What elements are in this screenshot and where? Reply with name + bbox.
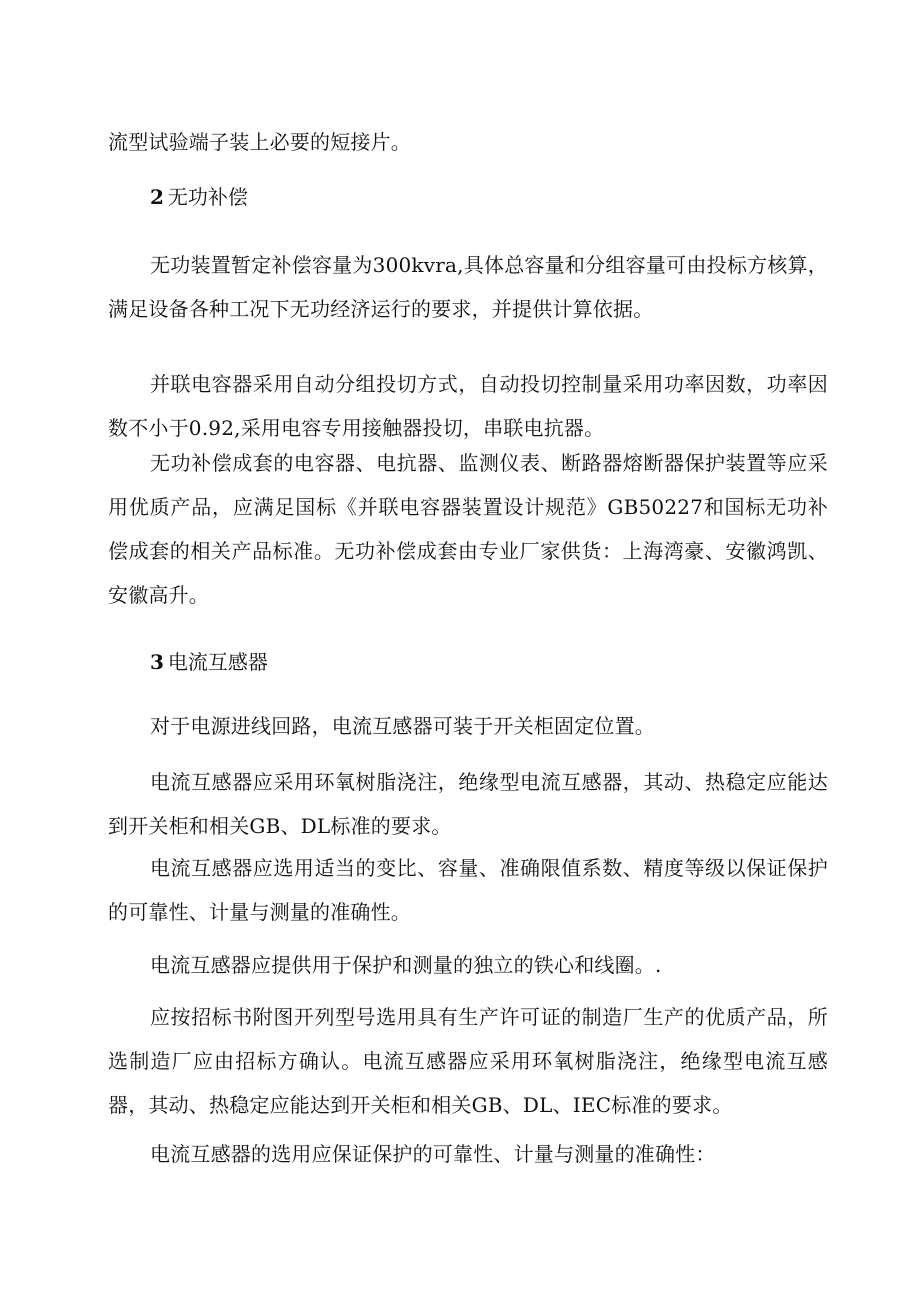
paragraph-reactive-capacity: 无功装置暂定补偿容量为300kvra,具体总容量和分组容量可由投标方核算，满足设备各种工况下无功经济运行的要求，并提供计算依据。: [108, 253, 828, 321]
paragraph-compensation-equipment: 无功补偿成套的电容器、电抗器、监测仪表、断路器熔断器保护装置等应采用优质产品，应满足国标《并联电容器装置设计规范》GB50227和国标无功补偿成套的相关产品标准。无功补偿成套由专业厂家供货：上海湾豪、安徽鸿凯、安徽高升。: [108, 451, 828, 607]
section-number: 3: [150, 650, 164, 674]
paragraph-ct-reliability: 电流互感器的选用应保证保护的可靠性、计量与测量的准确性：: [150, 1142, 716, 1166]
paragraph-ct-manufacturer: 应按招标书附图开列型号选用具有生产许可证的制造厂生产的优质产品，所选制造厂应由招标方确认。电流互感器应采用环氧树脂浇注，绝缘型电流互感器，其动、热稳定应能达到开关柜和相关GB、DL、IEC标准的要求。: [108, 1005, 828, 1117]
paragraph-capacitor-switching: 并联电容器采用自动分组投切方式，自动投切控制量采用功率因数，功率因数不小于0.92,采用电容专用接触器投切，串联电抗器。: [108, 372, 828, 440]
section-heading-current-transformer: [150, 640, 268, 684]
section-title: 电流互感器: [167, 650, 268, 674]
section-heading-reactive-compensation: [150, 175, 248, 219]
paragraph-continuation: 流型试验端子装上必要的短接片。: [108, 130, 411, 154]
section-title: 无功补偿: [167, 185, 248, 209]
paragraph-epoxy-ct: 电流互感器应采用环氧树脂浇注，绝缘型电流互感器，其动、热稳定应能达到开关柜和相关GB、DL标准的要求。: [108, 770, 828, 838]
paragraph-ct-selection: 电流互感器应选用适当的变比、容量、准确限值系数、精度等级以保证保护的可靠性、计量与测量的准确性。: [108, 856, 828, 924]
paragraph-ct-cores: 电流互感器应提供用于保护和测量的独立的铁心和线圈。.: [150, 953, 662, 977]
paragraph-incoming-circuit: 对于电源进线回路，电流互感器可装于开关柜固定位置。: [150, 714, 655, 738]
section-number: 2: [150, 185, 164, 209]
